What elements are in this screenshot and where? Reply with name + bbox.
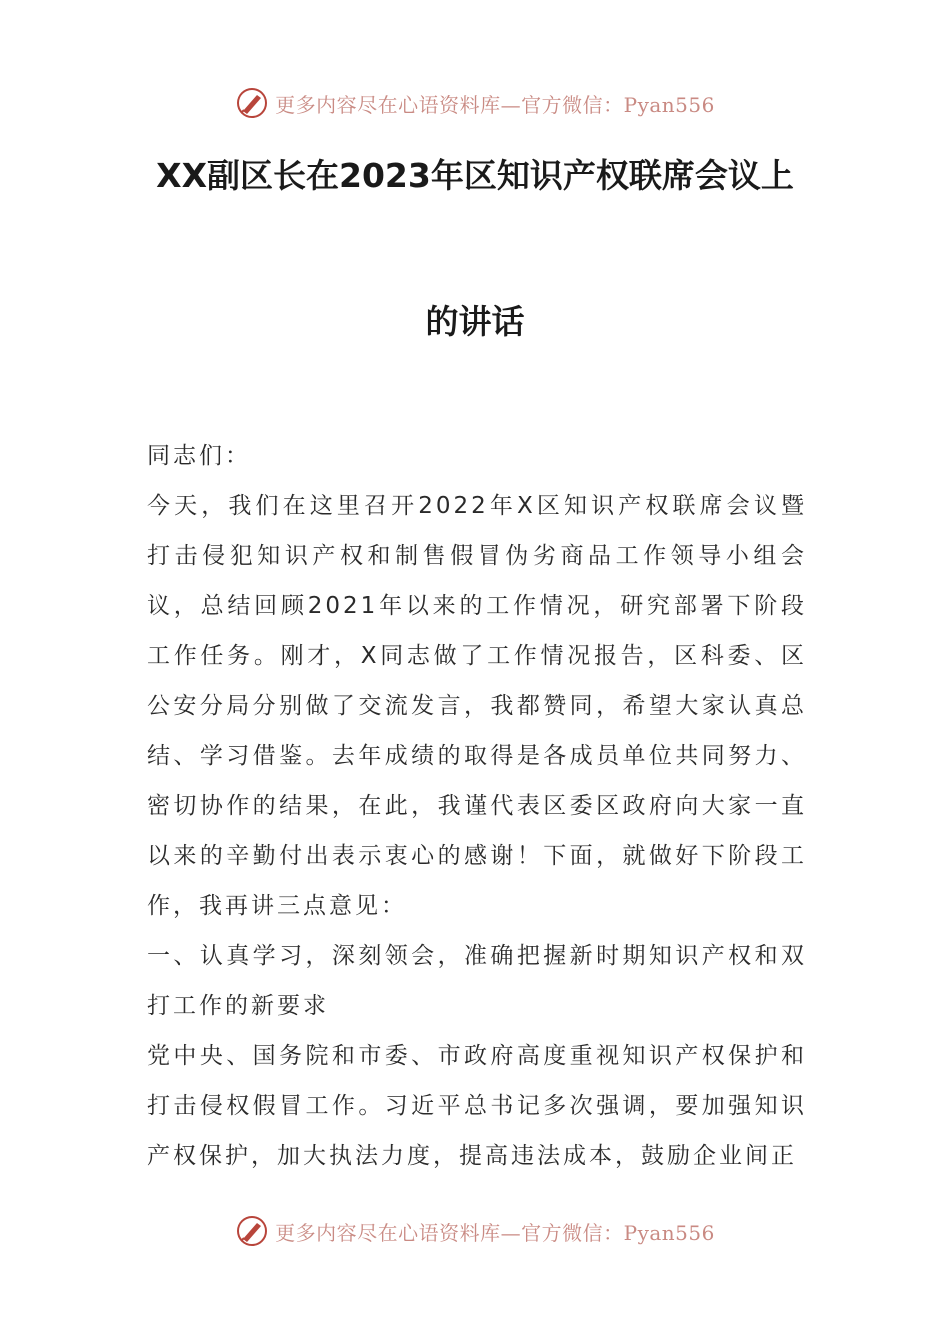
document-body: [147, 431, 807, 1181]
footer-watermark: [0, 1214, 950, 1248]
document-title-line-1: XX副区长在2023年区知识产权联席会议上: [156, 156, 794, 195]
document-title-line-2: 的讲话: [425, 302, 525, 341]
watermark-text: 更多内容尽在心语资料库—官方微信：Pyan556: [275, 1220, 715, 1245]
watermark-text: 更多内容尽在心语资料库—官方微信：Pyan556: [275, 92, 715, 117]
salutation: 同志们：: [147, 443, 251, 469]
section-heading: 一、认真学习，深刻领会，准确把握新时期知识产权和双打工作的新要求: [147, 943, 807, 1019]
paragraph: 党中央、国务院和市委、市政府高度重视知识产权保护和打击侵权假冒工作。习近平总书记多次强调，要加强知识产权保护，加大执法力度，提高违法成本，鼓励企业间正: [147, 1043, 807, 1169]
header-watermark: [0, 86, 950, 120]
pen-logo-icon: [235, 1214, 269, 1248]
pen-logo-icon: [235, 86, 269, 120]
paragraph: 今天，我们在这里召开2022年X区知识产权联席会议暨打击侵犯知识产权和制售假冒伪劣商品工作领导小组会议，总结回顾2021年以来的工作情况，研究部署下阶段工作任务。刚才，X同志做了工作情况报告，区科委、区公安分局分别做了交流发言，我都赞同，希望大家认真总结、学习借鉴。去年成绩的取得是各成员单位共同努力、密切协作的结果，在此，我谨代表区委区政府向大家一直以来的辛勤付出表示衷心的感谢！下面，就做好下阶段工作，我再讲三点意见：: [147, 493, 807, 919]
